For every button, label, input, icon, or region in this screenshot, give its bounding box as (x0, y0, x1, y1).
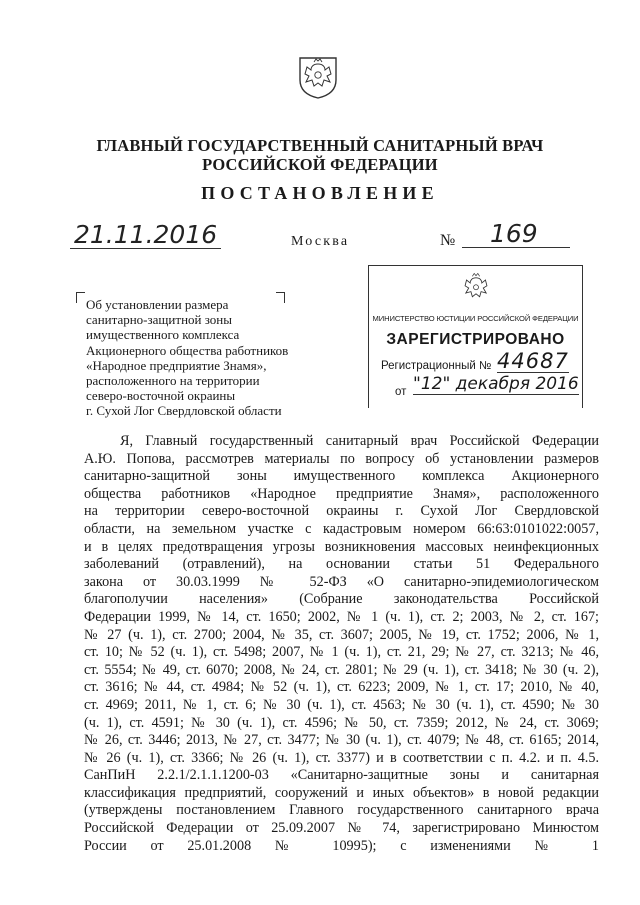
subject-line: санитарно-защитной зоны (86, 312, 232, 328)
body-line: ст. 5554; № 49, ст. 6070; 2008, № 24, ст. 2801; № 29 (ч. 1), ст. 3418; № 30 (ч. 2), (84, 661, 599, 678)
body-line: общества работников «Народное предприятие Знамя», расположенного (84, 485, 599, 502)
registration-stamp (368, 265, 583, 408)
stamp-reg-number-label: Регистрационный № (381, 360, 492, 372)
subject-line: северо-восточной окраины (86, 388, 236, 404)
body-line: классификация предприятий, сооружений и иных объектов» в новой редакции (84, 784, 599, 801)
document-city: Москва (291, 234, 350, 249)
body-line: заболеваний (отравлений), на основании статьи 51 Федерального (84, 556, 599, 573)
document-subject (86, 297, 296, 419)
subject-line: г. Сухой Лог Свердловской области (86, 403, 282, 419)
issuer-title: ГЛАВНЫЙ ГОСУДАРСТВЕННЫЙ САНИТАРНЫЙ ВРАЧ (96, 136, 544, 155)
body-line: санитарно-защитной зоны имущественного комплекса Акционерного (84, 468, 599, 485)
subject-line: имущественного комплекса (86, 327, 240, 343)
body-line: А.Ю. Попова, рассмотрев материалы по вопросу об установлении размеров (84, 450, 599, 467)
subject-line: расположенного на территории (86, 373, 260, 389)
body-line: ст. 4969; 2011, № 1, ст. 6; № 30 (ч. 1), ст. 4563; № 30 (ч. 1), ст. 4590; № 30 (84, 696, 599, 713)
body-line: № 27 (ч. 1), ст. 2700; 2004, № 35, ст. 3607; 2005, № 19, ст. 1752; 2006, № 1, (84, 626, 599, 643)
subject-bracket-left (76, 292, 85, 303)
stamp-reg-number: 44687 (497, 349, 569, 373)
document-number: 169 (490, 219, 538, 248)
stamp-registered: ЗАРЕГИСТРИРОВАНО (386, 331, 565, 348)
document-date: 21.11.2016 (70, 222, 221, 249)
body-line: Я, Главный государственный санитарный врач Российской Федерации (120, 433, 599, 449)
body-line: благополучии населения» (Собрание законодательства Российской (84, 591, 599, 608)
body-line: России от 25.01.2008 № 10995); с изменениями № 1 (84, 837, 599, 854)
body-line: СанПиН 2.2.1/2.1.1.1200-03 «Санитарно-защитные зоны и санитарная (84, 767, 599, 784)
body-line: (ч. 1), ст. 4591; № 30 (ч. 1), ст. 4596; № 50, ст. 7359; 2012, № 24, ст. 3069; (84, 714, 599, 731)
document-type: ПОСТАНОВЛЕНИЕ (201, 183, 439, 203)
body-line: Российской Федерации от 25.09.2007 № 74, зарегистрировано Минюстом (84, 820, 599, 837)
subject-line: Об установлении размера (86, 297, 229, 312)
body-line: № 26 (ч. 1), ст. 3366; № 26 (ч. 1), ст. 3377) и в соответствии с п. 4.2. и п. 4.5. (84, 749, 599, 766)
subject-line: Акционерного общества работников (86, 342, 289, 358)
body-line: № 26, ст. 3446; 2013, № 27, ст. 3477; № 30 (ч. 1), ст. 4079; № 48, ст. 6165; 2014, (84, 732, 599, 749)
stamp-ministry: МИНИСТЕРСТВО ЮСТИЦИИ РОССИЙСКОЙ ФЕДЕРАЦИИ (372, 314, 579, 323)
body-line: ст. 3616; № 44, ст. 4984; № 52 (ч. 1), ст. 6223; 2009, № 1, ст. 17; 2010, № 40, (84, 679, 599, 696)
body-line: на территории северо-восточной окраины г. Сухой Лог Свердловской (84, 503, 599, 520)
stamp-reg-date: "12" декабря 2016 (413, 374, 579, 394)
body-line: области, на земельном участке с кадастровым номером 66:63:0101022:0057, (84, 520, 599, 537)
number-label: № (440, 232, 456, 249)
coat-of-arms-icon (296, 52, 340, 100)
body-line: закона от 30.03.1999 № 52-ФЗ «О санитарно-эпидемиологическом (84, 573, 599, 590)
document-body (84, 433, 599, 855)
body-line: и в целях предотвращения угрозы возникновения массовых неинфекционных (84, 538, 599, 555)
body-line: ст. 10; № 52 (ч. 1), ст. 5498; 2007, № 1 (ч. 1), ст. 21, 29; № 27, ст. 3213; № 46, (84, 644, 599, 661)
coat-of-arms-icon (460, 270, 492, 306)
body-line: Федерации 1999, № 14, ст. 1650; 2002, № 1 (ч. 1), ст. 2; 2003, № 2, ст. 167; (84, 608, 599, 625)
issuer-country: РОССИЙСКОЙ ФЕДЕРАЦИИ (202, 155, 438, 174)
subject-line: «Народное предприятие Знамя», (86, 357, 267, 373)
body-line: (утверждены постановлением Главного государственного санитарного врача (84, 802, 599, 819)
stamp-reg-date-label: от (395, 386, 407, 398)
